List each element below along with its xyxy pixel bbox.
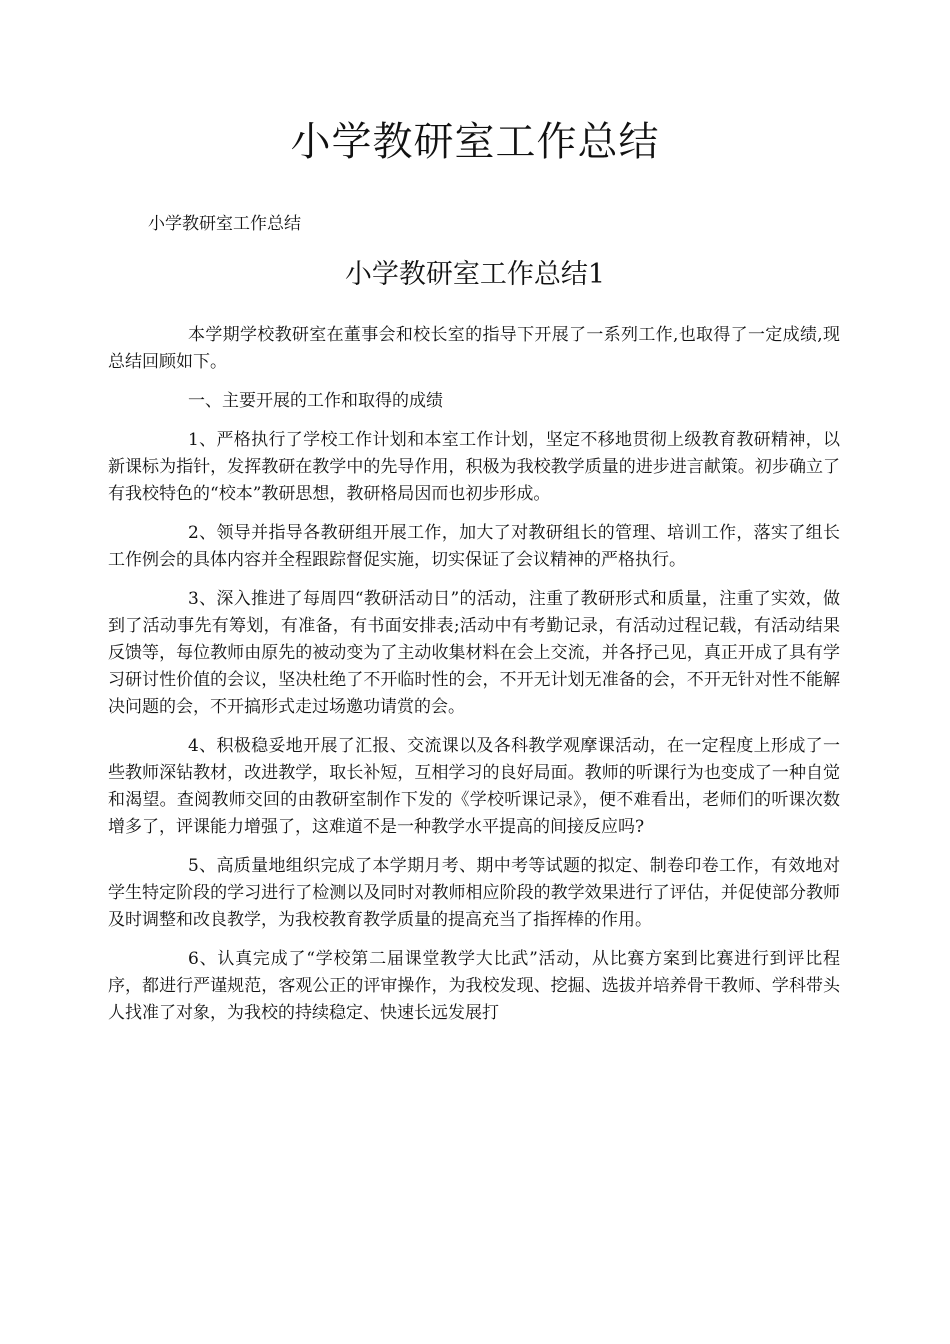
body-paragraph: 4、积极稳妥地开展了汇报、交流课以及各科教学观摩课活动，在一定程度上形成了一些教师深钻教材，改进教学，取长补短，互相学习的良好局面。教师的听课行为也变成了一种自觉和渴望。查阅教师交回的由教研室制作下发的《学校听课记录》，便不难看出，老师们的听课次数增多了，评课能力增强了，这难道不是一种教学水平提高的间接反应吗?: [108, 736, 840, 837]
body-paragraph: 5、高质量地组织完成了本学期月考、期中考等试题的拟定、制卷印卷工作，有效地对学生特定阶段的学习进行了检测以及同时对教师相应阶段的教学效果进行了评估，并促使部分教师及时调整和改良教学，为我校教育教学质量的提高充当了指挥棒的作用。: [108, 856, 840, 930]
subheading-paragraph: 一、主要开展的工作和取得的成绩: [188, 391, 443, 411]
document-subtitle: 小学教研室工作总结: [148, 214, 301, 234]
body-paragraph: 3、深入推进了每周四“教研活动日”的活动，注重了教研形式和质量，注重了实效，做到了活动事先有筹划，有准备，有书面安排表;活动中有考勤记录，有活动过程记载，有活动结果反馈等，每位教师由原先的被动变为了主动收集材料在会上交流，并各抒己见，真正开成了具有学习研讨性价值的会议，坚决杜绝了不开临时性的会，不开无计划无准备的会，不开无针对性不能解决问题的会，不开搞形式走过场邀功请赏的会。: [108, 589, 840, 717]
body-paragraph: 1、严格执行了学校工作计划和本室工作计划，坚定不移地贯彻上级教育教研精神，以新课标为指针，发挥教研在教学中的先导作用，积极为我校教学质量的进步进言献策。初步确立了有我校特色的“校本”教研思想，教研格局因而也初步形成。: [108, 430, 840, 504]
document-title: 小学教研室工作总结: [290, 119, 660, 165]
intro-paragraph: 本学期学校教研室在董事会和校长室的指导下开展了一系列工作,也取得了一定成绩,现总结回顾如下。: [108, 325, 840, 372]
body-paragraph: 6、认真完成了“学校第二届课堂教学大比武”活动，从比赛方案到比赛进行到评比程序，都进行严谨规范，客观公正的评审操作，为我校发现、挖掘、选拔并培养骨干教师、学科带头人找准了对象，为我校的持续稳定、快速长远发展打: [108, 949, 840, 1023]
body-paragraph: 2、领导并指导各教研组开展工作，加大了对教研组长的管理、培训工作，落实了组长工作例会的具体内容并全程跟踪督促实施，切实保证了会议精神的严格执行。: [108, 523, 840, 570]
section-heading: 小学教研室工作总结1: [344, 259, 606, 290]
document-body: [108, 322, 840, 1039]
